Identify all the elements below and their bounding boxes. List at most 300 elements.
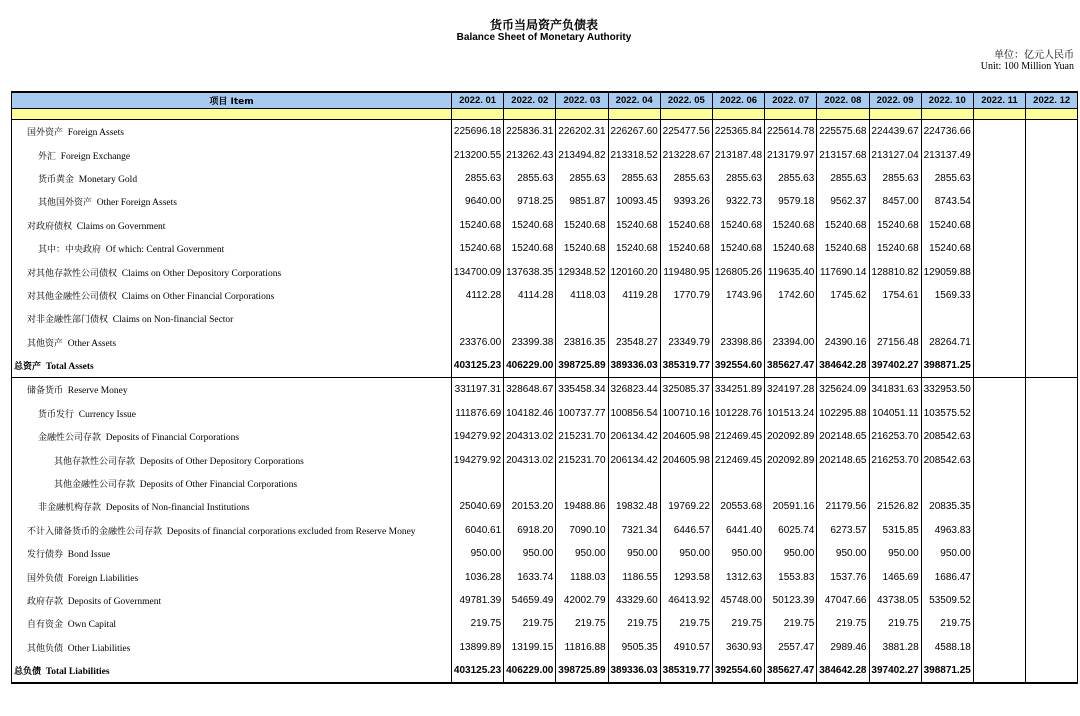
- row-label-cn: 国外资产: [27, 128, 64, 139]
- value-cell: 213157.68: [817, 143, 869, 166]
- value-cell: 4112.28: [452, 284, 504, 307]
- value-cell: 1553.83: [765, 565, 817, 588]
- header-month: 2022. 12: [1026, 92, 1078, 109]
- value-cell: 219.75: [817, 612, 869, 635]
- value-cell: 24390.16: [817, 331, 869, 354]
- value-cell: 100856.54: [608, 402, 660, 425]
- value-cell: 326823.44: [608, 378, 660, 402]
- value-cell: [452, 307, 504, 330]
- value-cell: 950.00: [817, 542, 869, 565]
- value-cell: [973, 143, 1025, 166]
- value-cell: 42002.79: [556, 589, 608, 612]
- value-cell: 403125.23: [452, 659, 504, 683]
- value-cell: 102295.88: [817, 402, 869, 425]
- value-cell: 119480.95: [660, 260, 712, 283]
- value-cell: 1686.47: [921, 565, 973, 588]
- value-cell: [660, 307, 712, 330]
- value-cell: 6446.57: [660, 519, 712, 542]
- row-label: [12, 589, 452, 612]
- value-cell: 15240.68: [608, 237, 660, 260]
- value-cell: 4588.18: [921, 636, 973, 659]
- value-cell: 15240.68: [452, 237, 504, 260]
- value-cell: 4118.03: [556, 284, 608, 307]
- value-cell: 324197.28: [765, 378, 817, 402]
- value-cell: [973, 495, 1025, 518]
- value-cell: [1026, 519, 1078, 542]
- row-label: [12, 331, 452, 354]
- value-cell: 15240.68: [817, 214, 869, 237]
- value-cell: [973, 636, 1025, 659]
- value-cell: [973, 659, 1025, 683]
- table-row: [12, 565, 1078, 588]
- value-cell: 213262.43: [504, 143, 556, 166]
- table-row: [12, 495, 1078, 518]
- row-label-en: Currency Issue: [78, 409, 137, 420]
- value-cell: 208542.63: [921, 425, 973, 448]
- row-label-en: Deposits of Other Financial Corporations: [139, 480, 298, 491]
- value-cell: 406229.00: [504, 659, 556, 683]
- row-label-en: Foreign Assets: [67, 128, 124, 139]
- row-label-cn: 外汇: [38, 151, 57, 162]
- header-band-cell: [608, 109, 660, 120]
- value-cell: 6441.40: [712, 519, 764, 542]
- header-month: 2022. 10: [921, 92, 973, 109]
- header-band-cell: [556, 109, 608, 120]
- row-label-en: Deposits of financial corporations excluded from Reserve Money: [166, 526, 416, 537]
- value-cell: 950.00: [921, 542, 973, 565]
- row-label-en: Deposits of Government: [67, 597, 162, 607]
- value-cell: 15240.68: [504, 237, 556, 260]
- value-cell: [608, 307, 660, 330]
- header-month: 2022. 08: [817, 92, 869, 109]
- row-label: [12, 190, 452, 213]
- header-month: 2022. 11: [973, 92, 1025, 109]
- value-cell: 15240.68: [921, 214, 973, 237]
- value-cell: 202148.65: [817, 425, 869, 448]
- value-cell: 9640.00: [452, 190, 504, 213]
- value-cell: [973, 354, 1025, 378]
- value-cell: 219.75: [504, 612, 556, 635]
- value-cell: [973, 284, 1025, 307]
- value-cell: 202148.65: [817, 448, 869, 471]
- table-row: [12, 143, 1078, 166]
- value-cell: 128810.82: [869, 260, 921, 283]
- header-band-cell: [660, 109, 712, 120]
- value-cell: 1745.62: [817, 284, 869, 307]
- value-cell: 9851.87: [556, 190, 608, 213]
- value-cell: 385319.77: [660, 659, 712, 683]
- value-cell: 213318.52: [608, 143, 660, 166]
- value-cell: 392554.60: [712, 354, 764, 378]
- value-cell: 137638.35: [504, 260, 556, 283]
- value-cell: [921, 472, 973, 495]
- value-cell: 104051.11: [869, 402, 921, 425]
- row-label: [12, 519, 452, 542]
- value-cell: [1026, 331, 1078, 354]
- value-cell: 2855.63: [608, 167, 660, 190]
- table-row: [12, 190, 1078, 213]
- value-cell: 219.75: [869, 612, 921, 635]
- value-cell: 2855.63: [504, 167, 556, 190]
- value-cell: 389336.03: [608, 354, 660, 378]
- row-label-en: Claims on Other Depository Corporations: [121, 268, 282, 279]
- value-cell: 9393.26: [660, 190, 712, 213]
- value-cell: 7090.10: [556, 519, 608, 542]
- row-label-cn: 对非金融性部门债权: [27, 315, 109, 326]
- row-label-cn: 不计入储备货币的金融性公司存款: [27, 526, 163, 537]
- value-cell: [921, 307, 973, 330]
- value-cell: 134700.09: [452, 260, 504, 283]
- value-cell: 398871.25: [921, 659, 973, 683]
- value-cell: [1026, 448, 1078, 471]
- table-row: [12, 284, 1078, 307]
- value-cell: 2855.63: [765, 167, 817, 190]
- value-cell: [1026, 425, 1078, 448]
- value-cell: [973, 448, 1025, 471]
- value-cell: 213137.49: [921, 143, 973, 166]
- value-cell: 10093.45: [608, 190, 660, 213]
- value-cell: 213200.55: [452, 143, 504, 166]
- header-band-cell: [712, 109, 764, 120]
- row-label: [12, 472, 452, 495]
- value-cell: [1026, 378, 1078, 402]
- table-row: [12, 331, 1078, 354]
- header-band-cell: [1026, 109, 1078, 120]
- value-cell: 224736.66: [921, 120, 973, 144]
- value-cell: 398725.89: [556, 659, 608, 683]
- value-cell: 385627.47: [765, 659, 817, 683]
- value-cell: [452, 472, 504, 495]
- value-cell: 950.00: [504, 542, 556, 565]
- value-cell: 325624.09: [817, 378, 869, 402]
- row-label-en: Foreign Liabilities: [67, 573, 139, 584]
- row-label-cn: 政府存款: [27, 597, 64, 607]
- value-cell: 950.00: [765, 542, 817, 565]
- value-cell: 2855.63: [660, 167, 712, 190]
- value-cell: 8743.54: [921, 190, 973, 213]
- value-cell: 54659.49: [504, 589, 556, 612]
- value-cell: 397402.27: [869, 659, 921, 683]
- value-cell: 2855.63: [712, 167, 764, 190]
- value-cell: 950.00: [660, 542, 712, 565]
- row-label-en: Total Liabilities: [45, 667, 110, 678]
- row-label-cn: 储备货币: [27, 386, 64, 397]
- value-cell: 119635.40: [765, 260, 817, 283]
- value-cell: 1743.96: [712, 284, 764, 307]
- value-cell: 204605.98: [660, 425, 712, 448]
- value-cell: 384642.28: [817, 659, 869, 683]
- value-cell: 1312.63: [712, 565, 764, 588]
- value-cell: [1026, 612, 1078, 635]
- value-cell: 202092.89: [765, 425, 817, 448]
- value-cell: 117690.14: [817, 260, 869, 283]
- value-cell: 15240.68: [452, 214, 504, 237]
- row-label-en: Reserve Money: [67, 386, 128, 397]
- value-cell: [973, 260, 1025, 283]
- value-cell: [869, 472, 921, 495]
- table-row: [12, 214, 1078, 237]
- table-row: [12, 307, 1078, 330]
- table-row: [12, 425, 1078, 448]
- value-cell: 9562.37: [817, 190, 869, 213]
- value-cell: 389336.03: [608, 659, 660, 683]
- header-item: 项目 Item: [12, 92, 452, 109]
- value-cell: 384642.28: [817, 354, 869, 378]
- value-cell: 2855.63: [921, 167, 973, 190]
- value-cell: 15240.68: [817, 237, 869, 260]
- value-cell: [973, 167, 1025, 190]
- value-cell: 1186.55: [608, 565, 660, 588]
- value-cell: 219.75: [712, 612, 764, 635]
- header-month: 2022. 03: [556, 92, 608, 109]
- value-cell: 50123.39: [765, 589, 817, 612]
- value-cell: 226202.31: [556, 120, 608, 144]
- value-cell: 9322.73: [712, 190, 764, 213]
- value-cell: 4910.57: [660, 636, 712, 659]
- row-label: [12, 143, 452, 166]
- value-cell: 2855.63: [869, 167, 921, 190]
- row-label-cn: 其他存款性公司存款: [54, 456, 136, 467]
- value-cell: [973, 589, 1025, 612]
- header-month: 2022. 09: [869, 92, 921, 109]
- value-cell: 392554.60: [712, 659, 764, 683]
- value-cell: 23548.27: [608, 331, 660, 354]
- value-cell: [1026, 589, 1078, 612]
- value-cell: 397402.27: [869, 354, 921, 378]
- value-cell: [1026, 659, 1078, 683]
- row-label-cn: 发行债券: [27, 550, 64, 561]
- value-cell: 213228.67: [660, 143, 712, 166]
- value-cell: 11816.88: [556, 636, 608, 659]
- row-label-en: Bond Issue: [67, 550, 111, 561]
- value-cell: [973, 214, 1025, 237]
- value-cell: 950.00: [452, 542, 504, 565]
- value-cell: 2989.46: [817, 636, 869, 659]
- row-label: [12, 354, 452, 378]
- row-label: [12, 307, 452, 330]
- value-cell: [1026, 542, 1078, 565]
- value-cell: 219.75: [765, 612, 817, 635]
- value-cell: [973, 237, 1025, 260]
- row-label: [12, 425, 452, 448]
- value-cell: 224439.67: [869, 120, 921, 144]
- row-label-en: Claims on Government: [76, 221, 166, 232]
- value-cell: 204313.02: [504, 425, 556, 448]
- row-label-cn: 其他资产: [27, 338, 64, 349]
- value-cell: 3630.93: [712, 636, 764, 659]
- row-label-en: Foreign Exchange: [60, 151, 131, 162]
- header-month: 2022. 07: [765, 92, 817, 109]
- row-label-en: Deposits of Non-financial Institutions: [105, 503, 250, 514]
- value-cell: [973, 402, 1025, 425]
- value-cell: 212469.45: [712, 448, 764, 471]
- value-cell: 15240.68: [765, 237, 817, 260]
- value-cell: 950.00: [869, 542, 921, 565]
- value-cell: [712, 472, 764, 495]
- row-label: [12, 284, 452, 307]
- row-label-en: Monetary Gold: [78, 174, 138, 185]
- value-cell: [973, 425, 1025, 448]
- value-cell: 3881.28: [869, 636, 921, 659]
- value-cell: [608, 472, 660, 495]
- table-row: [12, 472, 1078, 495]
- value-cell: [504, 307, 556, 330]
- value-cell: [556, 307, 608, 330]
- row-label-cn: 对其他存款性公司债权: [27, 268, 118, 279]
- value-cell: 202092.89: [765, 448, 817, 471]
- value-cell: 328648.67: [504, 378, 556, 402]
- value-cell: 8457.00: [869, 190, 921, 213]
- value-cell: 15240.68: [660, 237, 712, 260]
- value-cell: 206134.42: [608, 448, 660, 471]
- value-cell: 15240.68: [921, 237, 973, 260]
- value-cell: 20591.16: [765, 495, 817, 518]
- header-month: 2022. 04: [608, 92, 660, 109]
- row-label: [12, 260, 452, 283]
- value-cell: [1026, 495, 1078, 518]
- value-cell: 9579.18: [765, 190, 817, 213]
- row-label-cn: 对政府债权: [27, 221, 73, 232]
- value-cell: 15240.68: [712, 214, 764, 237]
- row-label-en: Other Liabilities: [67, 643, 131, 654]
- value-cell: 4963.83: [921, 519, 973, 542]
- value-cell: 9505.35: [608, 636, 660, 659]
- header-band-cell: [817, 109, 869, 120]
- value-cell: 2855.63: [452, 167, 504, 190]
- value-cell: 2557.47: [765, 636, 817, 659]
- value-cell: 194279.92: [452, 448, 504, 471]
- total-row: [12, 659, 1078, 683]
- value-cell: 9718.25: [504, 190, 556, 213]
- value-cell: 15240.68: [765, 214, 817, 237]
- table-row: [12, 636, 1078, 659]
- row-label: [12, 448, 452, 471]
- value-cell: [1026, 214, 1078, 237]
- value-cell: 1754.61: [869, 284, 921, 307]
- value-cell: 403125.23: [452, 354, 504, 378]
- header-band-cell: [12, 109, 452, 120]
- value-cell: 398871.25: [921, 354, 973, 378]
- value-cell: 1633.74: [504, 565, 556, 588]
- value-cell: 129348.52: [556, 260, 608, 283]
- value-cell: 398725.89: [556, 354, 608, 378]
- value-cell: 19488.86: [556, 495, 608, 518]
- value-cell: [504, 472, 556, 495]
- row-label: [12, 402, 452, 425]
- unit-label-cn: 单位：亿元人民币: [994, 50, 1074, 61]
- table-row: [12, 378, 1078, 402]
- row-label-en: Other Foreign Assets: [96, 198, 177, 209]
- value-cell: 213187.48: [712, 143, 764, 166]
- row-label-en: Of which: Central Government: [105, 245, 225, 256]
- page-title-en: Balance Sheet of Monetary Authority: [456, 32, 632, 43]
- row-label-cn: 其他国外资产: [38, 198, 93, 209]
- value-cell: [973, 190, 1025, 213]
- value-cell: 53509.52: [921, 589, 973, 612]
- value-cell: [1026, 636, 1078, 659]
- value-cell: [1026, 190, 1078, 213]
- value-cell: 225696.18: [452, 120, 504, 144]
- header-month: 2022. 05: [660, 92, 712, 109]
- balance-sheet-table: [11, 91, 1078, 684]
- value-cell: 2855.63: [556, 167, 608, 190]
- value-cell: 1569.33: [921, 284, 973, 307]
- value-cell: [817, 307, 869, 330]
- value-cell: [869, 307, 921, 330]
- value-cell: [973, 542, 1025, 565]
- table-row: [12, 402, 1078, 425]
- row-label: [12, 612, 452, 635]
- header-month: 2022. 01: [452, 92, 504, 109]
- table-header-row: [12, 92, 1078, 109]
- unit-label-en: Unit: 100 Million Yuan: [980, 61, 1074, 72]
- row-label-en: Total Assets: [45, 362, 94, 373]
- value-cell: 46413.92: [660, 589, 712, 612]
- value-cell: 213127.04: [869, 143, 921, 166]
- value-cell: 215231.70: [556, 448, 608, 471]
- row-label: [12, 659, 452, 683]
- page-title-cn: 货币当局资产负债表: [489, 18, 598, 32]
- value-cell: [1026, 167, 1078, 190]
- value-cell: 1770.79: [660, 284, 712, 307]
- value-cell: [1026, 237, 1078, 260]
- row-label-cn: 非金融机构存款: [38, 503, 102, 514]
- value-cell: 206134.42: [608, 425, 660, 448]
- header-band-cell: [452, 109, 504, 120]
- value-cell: 216253.70: [869, 448, 921, 471]
- value-cell: 219.75: [921, 612, 973, 635]
- row-label-cn: 国外负债: [27, 573, 64, 584]
- value-cell: 15240.68: [660, 214, 712, 237]
- row-label-cn: 其中：中央政府: [38, 245, 102, 256]
- header-band-cell: [973, 109, 1025, 120]
- row-label-cn: 货币发行: [38, 409, 75, 420]
- value-cell: 23398.86: [712, 331, 764, 354]
- value-cell: [973, 120, 1025, 144]
- value-cell: 219.75: [608, 612, 660, 635]
- row-label: [12, 378, 452, 402]
- value-cell: 126805.26: [712, 260, 764, 283]
- value-cell: [973, 612, 1025, 635]
- value-cell: 385319.77: [660, 354, 712, 378]
- row-label: [12, 120, 452, 144]
- row-label: [12, 636, 452, 659]
- value-cell: [973, 519, 1025, 542]
- value-cell: 100737.77: [556, 402, 608, 425]
- value-cell: 101513.24: [765, 402, 817, 425]
- value-cell: 219.75: [556, 612, 608, 635]
- value-cell: 225575.68: [817, 120, 869, 144]
- table-row: [12, 612, 1078, 635]
- value-cell: 15240.68: [608, 214, 660, 237]
- table-row: [12, 167, 1078, 190]
- value-cell: 335458.34: [556, 378, 608, 402]
- value-cell: 100710.16: [660, 402, 712, 425]
- value-cell: 950.00: [608, 542, 660, 565]
- value-cell: 1465.69: [869, 565, 921, 588]
- value-cell: 104182.46: [504, 402, 556, 425]
- value-cell: 7321.34: [608, 519, 660, 542]
- value-cell: [1026, 307, 1078, 330]
- value-cell: [1026, 565, 1078, 588]
- value-cell: 5315.85: [869, 519, 921, 542]
- value-cell: 226267.60: [608, 120, 660, 144]
- value-cell: 950.00: [712, 542, 764, 565]
- value-cell: 23399.38: [504, 331, 556, 354]
- value-cell: 225836.31: [504, 120, 556, 144]
- row-label-cn: 总负债: [14, 667, 42, 678]
- value-cell: 1036.28: [452, 565, 504, 588]
